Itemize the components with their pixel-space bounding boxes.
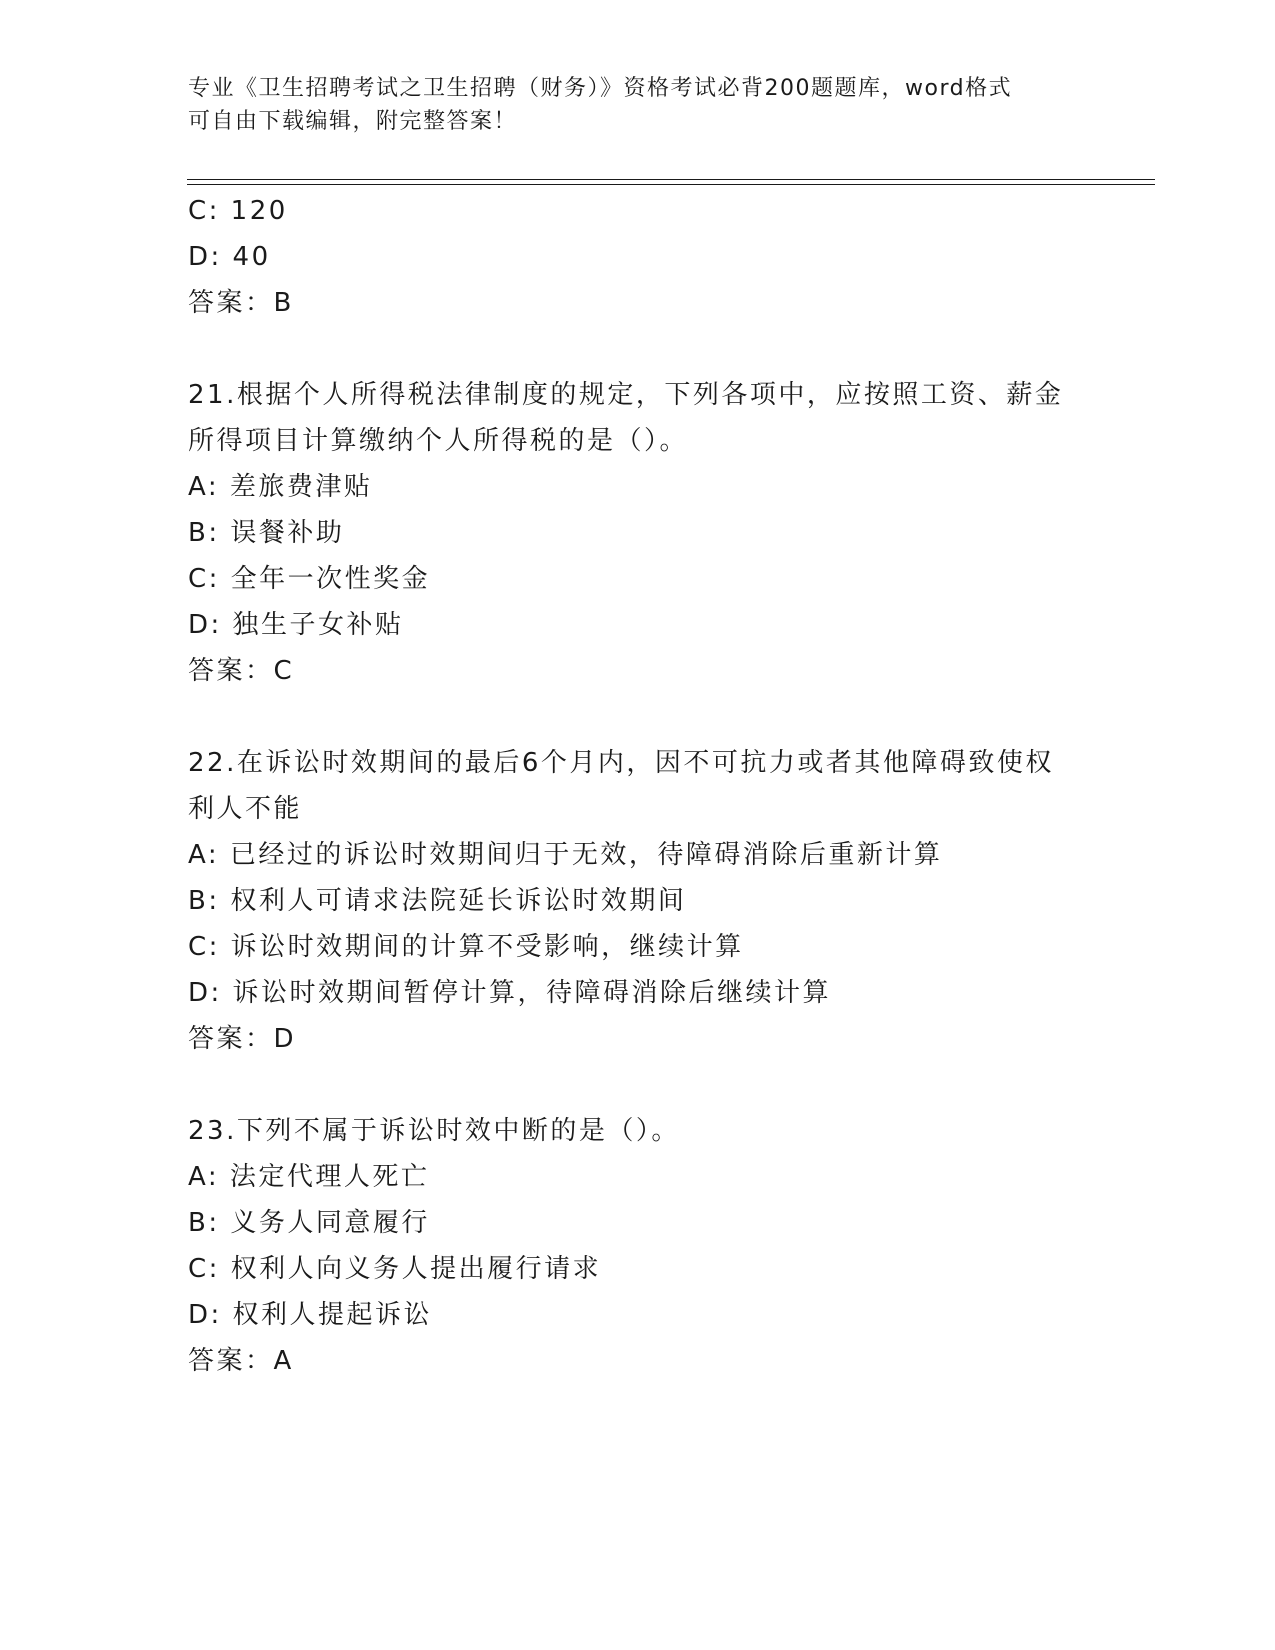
document-header: [188, 72, 1088, 138]
option-a: A: 已经过的诉讼时效期间归于无效，待障碍消除后重新计算: [188, 840, 943, 870]
spacer: [188, 1062, 1088, 1108]
option-a: A: 差旅费津贴: [188, 472, 373, 502]
answer: 答案：B: [188, 288, 294, 318]
option-c: C: 权利人向义务人提出履行请求: [188, 1254, 602, 1284]
answer: 答案：D: [188, 1024, 297, 1054]
option-d: D: 权利人提起诉讼: [188, 1300, 433, 1330]
question-stem-line: 利人不能: [188, 794, 303, 824]
header-line-2: 可自由下载编辑，附完整答案！: [188, 109, 518, 134]
question-stem-line: 所得项目计算缴纳个人所得税的是（）。: [188, 426, 689, 456]
question-stem-line: 23.下列不属于诉讼时效中断的是（）。: [188, 1116, 680, 1146]
header-divider-bottom: [187, 184, 1155, 185]
option-b: B: 误餐补助: [188, 518, 345, 548]
option-c: C: 120: [188, 196, 288, 226]
answer: 答案：C: [188, 656, 295, 686]
option-b: B: 权利人可请求法院延长诉讼时效期间: [188, 886, 687, 916]
question-22: [188, 740, 1088, 1062]
spacer: [188, 326, 1088, 372]
question-23: [188, 1108, 1088, 1384]
header-divider-top: [187, 179, 1155, 180]
option-d: D: 诉讼时效期间暂停计算，待障碍消除后继续计算: [188, 978, 832, 1008]
question-20-tail: [188, 188, 1088, 326]
header-line-1: 专业《卫生招聘考试之卫生招聘（财务）》资格考试必背200题题库，word格式: [188, 76, 1013, 101]
option-a: A: 法定代理人死亡: [188, 1162, 430, 1192]
question-stem-line: 22.在诉讼时效期间的最后6个月内，因不可抗力或者其他障碍致使权: [188, 748, 1054, 778]
answer: 答案：A: [188, 1346, 294, 1376]
option-b: B: 义务人同意履行: [188, 1208, 430, 1238]
option-d: D: 40: [188, 242, 271, 272]
question-stem-line: 21.根据个人所得税法律制度的规定，下列各项中，应按照工资、薪金: [188, 380, 1064, 410]
question-list: [188, 188, 1088, 1384]
spacer: [188, 694, 1088, 740]
option-c: C: 诉讼时效期间的计算不受影响，继续计算: [188, 932, 744, 962]
option-d: D: 独生子女补贴: [188, 610, 404, 640]
question-21: [188, 372, 1088, 694]
option-c: C: 全年一次性奖金: [188, 564, 431, 594]
